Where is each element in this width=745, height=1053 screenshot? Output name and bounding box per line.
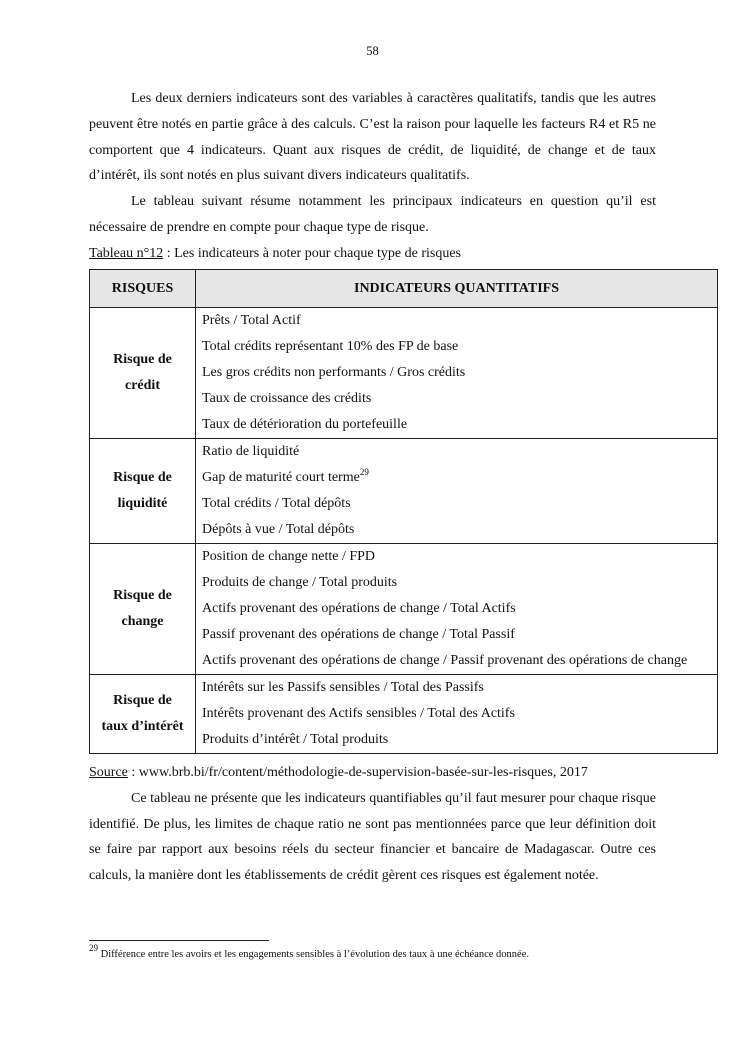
- footnote-ref: 29: [359, 467, 369, 477]
- risk-label-line2: liquidité: [117, 496, 168, 511]
- indicator-item: Position de change nette / FPD: [202, 549, 376, 564]
- risk-label-line1: Risque de: [113, 352, 172, 367]
- header-indicateurs: INDICATEURS QUANTITATIFS: [196, 270, 718, 308]
- indicator-item: Prêts / Total Actif: [202, 313, 301, 328]
- indicator-item: Actifs provenant des opérations de change / Total Actifs: [202, 601, 516, 616]
- indicator-item: Total crédits / Total dépôts: [202, 496, 351, 511]
- risk-label-line2: crédit: [125, 378, 160, 393]
- indicator-item: Actifs provenant des opérations de change / Passif provenant des opérations de change: [202, 653, 688, 668]
- indicators-table: [89, 269, 718, 754]
- indicator-item: Les gros crédits non performants / Gros crédits: [202, 365, 466, 380]
- indicators-cell-liquidite: [196, 439, 718, 544]
- indicator-item: Dépôts à vue / Total dépôts: [202, 522, 355, 537]
- indicator-item: [202, 465, 717, 491]
- indicators-cell-credit: [196, 308, 718, 439]
- table-caption-text: : Les indicateurs à noter pour chaque type de risques: [163, 245, 462, 261]
- risk-cell-credit: [90, 308, 196, 439]
- indicator-item: Taux de croissance des crédits: [202, 391, 372, 406]
- table-row-credit: [90, 308, 718, 439]
- risk-label-line1: Risque de: [113, 693, 172, 708]
- conclusion-paragraph: Ce tableau ne présente que les indicateurs quantifiables qu’il faut mesurer pour chaque risque identifié. De plus, les limites de chaque ratio ne sont pas mentionnées parce que leur définition doit se faire par rapport aux besoins réels du secteur financier et bancaire de Madagascar. Outre ces calculs, la manière dont les établissements de crédit gèrent ces risques est également notée.: [89, 790, 656, 884]
- risk-label-line1: Risque de: [113, 588, 172, 603]
- table-row-change: [90, 544, 718, 675]
- table-header-row: [90, 270, 718, 308]
- indicators-cell-taux: [196, 675, 718, 754]
- risk-label-line1: Risque de: [113, 470, 172, 485]
- source-label: Source: [89, 765, 128, 780]
- indicator-item: Total crédits représentant 10% des FP de base: [202, 339, 459, 354]
- table-row-liquidite: [90, 439, 718, 544]
- indicator-text: Gap de maturité court terme: [202, 470, 360, 485]
- indicator-item: Intérêts sur les Passifs sensibles / Total des Passifs: [202, 680, 484, 695]
- risk-label-line2: taux d’intérêt: [101, 719, 184, 734]
- footnote-number: 29: [89, 943, 98, 953]
- indicator-item: Produits de change / Total produits: [202, 575, 398, 590]
- indicator-item: Taux de détérioration du portefeuille: [202, 417, 408, 432]
- indicator-item: Passif provenant des opérations de change / Total Passif: [202, 627, 515, 642]
- footnote: [89, 943, 689, 963]
- indicators-cell-change: [196, 544, 718, 675]
- indicator-item: Ratio de liquidité: [202, 444, 300, 459]
- indicator-item: Produits d’intérêt / Total produits: [202, 732, 389, 747]
- table-caption-label: Tableau n°12: [89, 245, 164, 261]
- intro-paragraph-2: Le tableau suivant résume notamment les principaux indicateurs en question qu’il est nécessaire de prendre en compte pour chaque type de risque.: [89, 194, 656, 235]
- footnote-separator: [89, 940, 269, 941]
- source-line: [89, 760, 656, 786]
- indicator-item: Intérêts provenant des Actifs sensibles / Total des Actifs: [202, 706, 515, 721]
- risk-cell-taux: [90, 675, 196, 754]
- table-caption: [89, 241, 656, 267]
- risk-cell-change: [90, 544, 196, 675]
- page-number: 58: [366, 44, 379, 58]
- header-risques: RISQUES: [90, 270, 196, 308]
- intro-paragraph-1: Les deux derniers indicateurs sont des variables à caractères qualitatifs, tandis que les autres peuvent être notés en partie grâce à des calculs. C’est la raison pour laquelle les facteurs R4 et R5 ne comportent que 4 indicateurs. Quant aux risques de crédit, de liquidité, de change et de taux d’intérêt, ils sont notés en plus suivant divers indicateurs qualitatifs.: [89, 91, 656, 184]
- table-row-taux: [90, 675, 718, 754]
- risk-cell-liquidite: [90, 439, 196, 544]
- footnote-text: Différence entre les avoirs et les engagements sensibles à l’évolution des taux à une échéance donnée.: [98, 949, 530, 960]
- intro-section: [89, 86, 656, 267]
- after-table-section: [89, 760, 656, 889]
- source-text: : www.brb.bi/fr/content/méthodologie-de-supervision-basée-sur-les-risques, 2017: [127, 765, 588, 780]
- risk-label-line2: change: [121, 614, 164, 629]
